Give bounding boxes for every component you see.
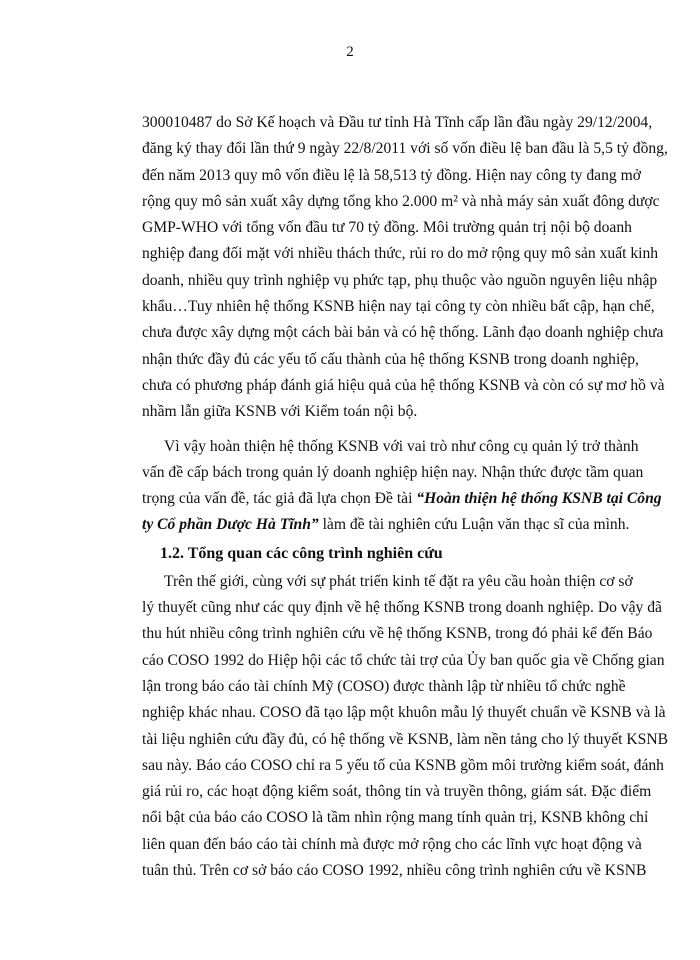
text-run: làm đề tài nghiên cứu Luận văn thạc sĩ của mình. xyxy=(318,516,630,534)
text-line: nghiệp khác nhau. COSO đã tạo lập một khuôn mẫu lý thuyết chuẩn về KSNB và là xyxy=(142,704,666,722)
text-line: đến năm 2013 quy mô vốn điều lệ là 58,513 tỷ đồng. Hiện nay công ty đang mở xyxy=(142,166,641,184)
text-line: sau này. Báo cáo COSO chỉ ra 5 yếu tố của KSNB gồm môi trường kiểm soát, đánh xyxy=(142,756,664,774)
text-line: vấn đề cấp bách trong quản lý doanh nghiệp hiện nay. Nhận thức được tầm quan xyxy=(142,463,644,481)
text-line: nhận thức đầy đủ các yếu tố cấu thành của hệ thống KSNB trong doanh nghiệp, xyxy=(142,350,639,368)
paragraph-1 xyxy=(142,110,668,426)
text-line: tài liệu nghiên cứu đầy đủ, có hệ thống về KSNB, làm nền tảng cho lý thuyết KSNB xyxy=(142,730,668,748)
text-line: rộng quy mô sản xuất xây dựng tổng kho 2.000 m² và nhà máy sản xuất đông dược xyxy=(142,192,660,210)
text-line: GMP-WHO với tổng vốn đầu tư 70 tỷ đồng. Môi trường quản trị nội bộ doanh xyxy=(142,219,632,237)
paragraph-3 xyxy=(142,569,668,885)
text-line: chưa có phương pháp đánh giá hiệu quả của hệ thống KSNB và còn có sự mơ hồ và xyxy=(142,376,665,394)
text-line: lý thuyết cũng như các quy định về hệ thống KSNB trong doanh nghiệp. Do vậy đã xyxy=(142,599,662,617)
text-line: lận trong báo cáo tài chính Mỹ (COSO) được thành lập từ nhiều tổ chức nghề xyxy=(142,677,626,695)
paragraph-2 xyxy=(142,434,662,539)
text-line: nổi bật của báo cáo COSO là tầm nhìn rộng mang tính quản trị, KSNB không chỉ xyxy=(142,809,649,827)
text-line: 300010487 do Sở Kế hoạch và Đầu tư tỉnh Hà Tĩnh cấp lần đầu ngày 29/12/2004, xyxy=(142,114,653,131)
thesis-title-continued: ty Cổ phần Dược Hà Tĩnh” xyxy=(142,516,319,534)
text-line: doanh, nhiều quy trình nghiệp vụ phức tạp, phụ thuộc vào nguồn nguyên liệu nhập xyxy=(142,271,658,289)
text-line: liên quan đến báo cáo tài chính mà được mở rộng cho các lĩnh vực hoạt động và xyxy=(142,835,642,853)
text-line: Trên thế giới, cùng với sự phát triển kinh tế đặt ra yêu cầu hoàn thiện cơ sở xyxy=(164,572,633,590)
text-line: nhầm lẫn giữa KSNB với Kiểm toán nội bộ. xyxy=(142,403,418,421)
text-line: chưa được xây dựng một cách bài bản và có hệ thống. Lãnh đạo doanh nghiệp chưa xyxy=(142,324,664,342)
text-line: khẩu…Tuy nhiên hệ thống KSNB hiện nay tại công ty còn nhiều bất cập, hạn chế, xyxy=(142,298,655,316)
text-line xyxy=(142,486,662,512)
page-number: 2 xyxy=(346,44,354,60)
text-line: Vì vậy hoàn thiện hệ thống KSNB với vai trò như công cụ quản lý trở thành xyxy=(164,437,639,455)
page-body xyxy=(142,110,668,884)
text-line: giá rủi ro, các hoạt động kiểm soát, thông tin và truyền thông, giám sát. Đặc điểm xyxy=(142,783,652,801)
thesis-title: “Hoàn thiện hệ thống KSNB tại Công xyxy=(416,490,662,508)
text-line: cáo COSO 1992 do Hiệp hội các tổ chức tài trợ của Ủy ban quốc gia về Chống gian xyxy=(142,651,665,669)
text-line xyxy=(142,512,630,538)
text-line: đăng ký thay đổi lần thứ 9 ngày 22/8/2011 với số vốn điều lệ ban đầu là 5,5 tỷ đồng, xyxy=(142,140,668,158)
paragraph-gap xyxy=(142,426,621,434)
text-line: tuân thủ. Trên cơ sở báo cáo COSO 1992, nhiều công trình nghiên cứu về KSNB xyxy=(142,862,647,880)
text-run: trọng của vấn đề, tác giả đã lựa chọn Đề tài xyxy=(142,490,417,508)
text-line: nghiệp đang đối mặt với nhiều thách thức, rủi ro do mở rộng quy mô sản xuất kinh xyxy=(142,245,659,263)
text-line: thu hút nhiều công trình nghiên cứu về hệ thống KSNB, trong đó phải kể đến Báo xyxy=(142,625,653,643)
section-heading: 1.2. Tổng quan các công trình nghiên cứu xyxy=(160,544,443,562)
